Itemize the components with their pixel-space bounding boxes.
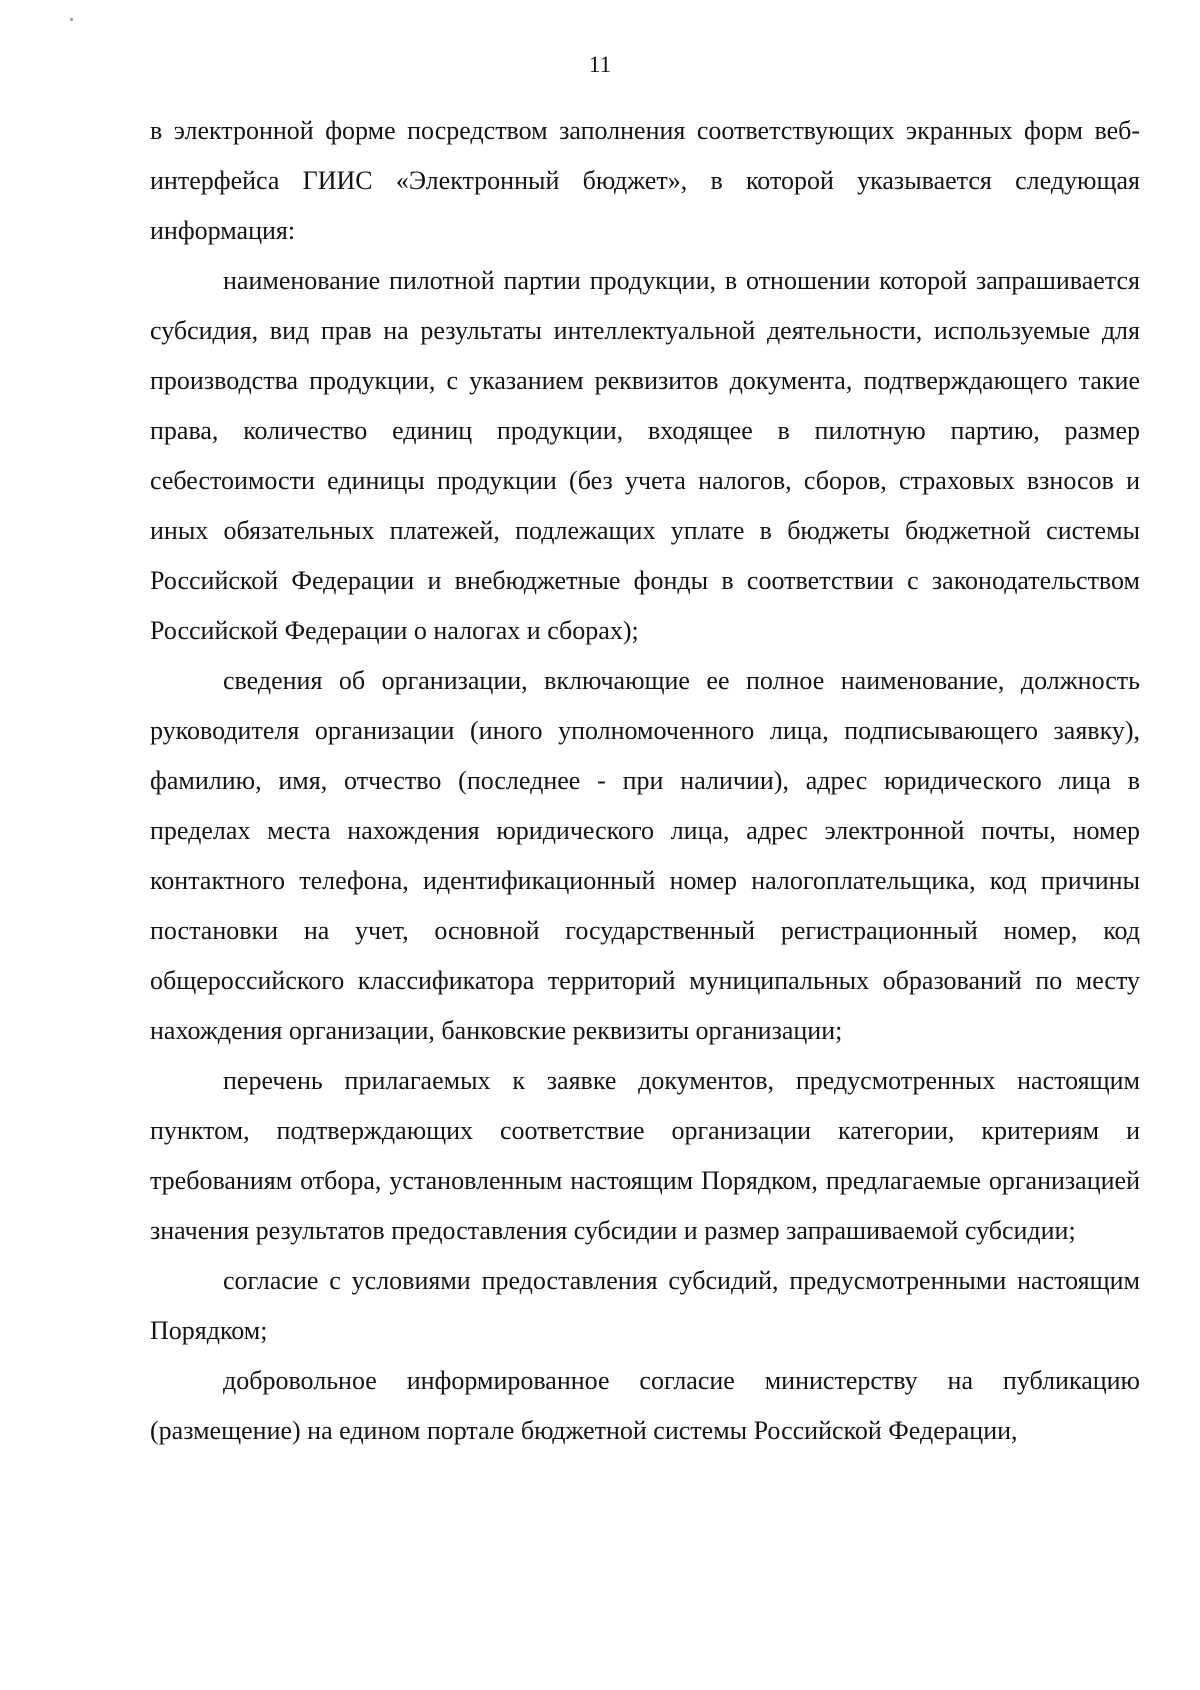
paragraph-consent-conditions: согласие с условиями предоставления субсидий, предусмотренными настоящим Порядком; [150,1266,1140,1345]
paragraph-publication-consent: добровольное информированное согласие министерству на публикацию (размещение) на едином портале бюджетной системы Российской Федерации, [150,1366,1140,1445]
page-number: 11 [588,52,612,77]
paragraph-product-info: наименование пилотной партии продукции, в отношении которой запрашивается субсидия, вид прав на результаты интеллектуальной деятельности, используемые для производства продукции, с указанием реквизитов документа, подтверждающего такие права, количество единиц продукции, входящее в пилотную партию, размер себестоимости единицы продукции (без учета налогов, сборов, страховых взносов и иных обязательных платежей, подлежащих уплате в бюджеты бюджетной системы Российской Федерации и внебюджетные фонды в соответствии с законодательством Российской Федерации о налогах и сборах); [150,266,1140,645]
document-body [150,106,1140,1456]
paragraph-organization-info: сведения об организации, включающие ее полное наименование, должность руководителя организации (иного уполномоченного лица, подписывающего заявку), фамилию, имя, отчество (последнее - при наличии), адрес юридического лица в пределах места нахождения юридического лица, адрес электронной почты, номер контактного телефона, идентификационный номер налогоплательщика, код причины постановки на учет, основной государственный регистрационный номер, код общероссийского классификатора территорий муниципальных образований по месту нахождения организации, банковские реквизиты организации; [150,666,1140,1045]
scan-speck [70,18,73,21]
paragraph-document-list: перечень прилагаемых к заявке документов, предусмотренных настоящим пунктом, подтверждающих соответствие организации категории, критериям и требованиям отбора, установленным настоящим Порядком, предлагаемые организацией значения результатов предоставления субсидии и размер запрашиваемой субсидии; [150,1066,1140,1245]
paragraph-continuation: в электронной форме посредством заполнения соответствующих экранных форм веб-интерфейса ГИИС «Электронный бюджет», в которой указывается следующая информация: [150,116,1140,245]
